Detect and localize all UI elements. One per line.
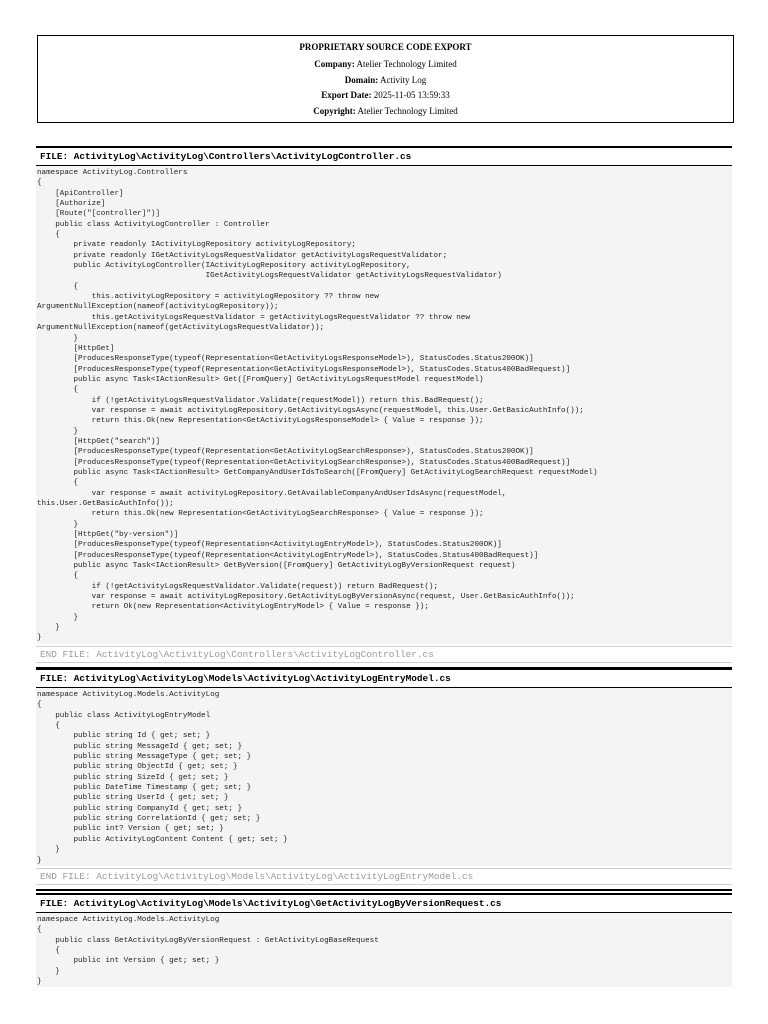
file-title: FILE: ActivityLog\ActivityLog\Controllers\ActivityLogController.cs <box>36 146 732 166</box>
company-value: Atelier Technology Limited <box>356 59 457 69</box>
company-row <box>38 57 733 73</box>
export-date-row <box>38 88 733 104</box>
file-separator <box>36 889 732 891</box>
domain-row <box>38 73 733 89</box>
file-title: FILE: ActivityLog\ActivityLog\Models\ActivityLog\ActivityLogEntryModel.cs <box>36 668 732 688</box>
code-listing: namespace ActivityLog.Controllers { [ApiController] [Authorize] [Route("[controller]")] public class ActivityLogController : Controller { private readonly IActivityLogRepository activityLogRepository; private readonly IGetActivityLogsRequestValidator getActivityLogsRequestValidator; public ActivityLogController(IActivityLogRepository activityLogRepository, IGetActivityLogsRequestValidator getActivityLogsRequestValidator) { this.activityLogRepository = activityLogRepository ?? throw new ArgumentNullException(nameof(activityLogRepository)); this.getActivityLogsRequestValidator = getActivityLogsRequestValidator ?? throw new ArgumentNullException(nameof(getActivityLogsRequestValidator)); } [HttpGet] [ProducesResponseType(typeof(Representation<GetActivityLogsResponseModel>), StatusCodes.Status200OK)] [ProducesResponseType(typeof(Representation<GetActivityLogsResponseModel>), StatusCodes.Status400BadRequest)] public async Task<IActionResult> Get([FromQuery] GetActivityLogsRequestModel requestModel) { if (!getActivityLogsRequestValidator.Validate(requestModel)) return this.BadRequest(); var response = await activityLogRepository.GetActivityLogsAsync(requestModel, this.User.GetBasicAuthInfo()); return this.Ok(new Representation<GetActivityLogsResponseModel> { Value = response }); } [HttpGet("search")] [ProducesResponseType(typeof(Representation<GetActivityLogSearchResponse>), StatusCodes.Status200OK)] [ProducesResponseType(typeof(Representation<GetActivityLogSearchResponse>), StatusCodes.Status400BadRequest)] public async Task<IActionResult> GetCompanyAndUserIdsToSearch([FromQuery] GetActivityLogSearchRequest requestModel) { var response = await activityLogRepository.GetAvailableCompanyAndUserIdsAsync(requestModel, this.User.GetBasicAuthInfo()); return this.Ok(new Representation<GetActivityLogSearchResponse> { Value = response }); } [HttpGet("by-version")] [ProducesResponseType(typeof(Representation<ActivityLogEntryModel>), StatusCodes.Status200OK)] [ProducesResponseType(typeof(Representation<ActivityLogEntryModel>), StatusCodes.Status400BadRequest)] public async Task<IActionResult> GetByVersion([FromQuery] GetActivityLogByVersionRequest request) { if (!getActivityLogsRequestValidator.Validate(request)) return BadRequest(); var response = await activityLogRepository.GetActivityLogByVersionAsync(request, User.GetBasicAuthInfo()); return Ok(new Representation<ActivityLogEntryModel> { Value = response }); } } } <box>36 166 732 644</box>
domain-label: Domain: <box>344 74 379 85</box>
company-label: Company: <box>314 59 355 69</box>
copyright-label: Copyright: <box>313 105 356 116</box>
export-title: PROPRIETARY SOURCE CODE EXPORT <box>299 42 472 52</box>
file-block-controller <box>36 146 732 669</box>
domain-value: Activity Log <box>380 74 427 85</box>
file-title: FILE: ActivityLog\ActivityLog\Models\ActivityLog\GetActivityLogByVersionRequest.cs <box>36 893 732 913</box>
code-listing: namespace ActivityLog.Models.ActivityLog { public class ActivityLogEntryModel { public string Id { get; set; } public string MessageId { get; set; } public string MessageType { get; set; } public string ObjectId { get; set; } public string SizeId { get; set; } public DateTime Timestamp { get; set; } public string UserId { get; set; } public string CompanyId { get; set; } public string CorrelationId { get; set; } public int? Version { get; set; } public ActivityLogContent Content { get; set; } } } <box>36 688 732 866</box>
file-block-by-version-request <box>36 893 732 987</box>
export-header <box>37 35 734 123</box>
file-block-entry-model <box>36 668 732 891</box>
export-date-label: Export Date: <box>321 90 372 100</box>
copyright-row <box>38 104 733 120</box>
code-listing: namespace ActivityLog.Models.ActivityLog { public class GetActivityLogByVersionRequest : GetActivityLogBaseRequest { public int Version { get; set; } } } <box>36 913 732 987</box>
copyright-value: Atelier Technology Limited <box>357 105 458 116</box>
export-date-value: 2025-11-05 13:59:33 <box>373 90 450 100</box>
end-file-label: END FILE: ActivityLog\ActivityLog\Controllers\ActivityLogController.cs <box>36 646 732 663</box>
end-file-label: END FILE: ActivityLog\ActivityLog\Models\ActivityLog\ActivityLogEntryModel.cs <box>36 868 732 885</box>
